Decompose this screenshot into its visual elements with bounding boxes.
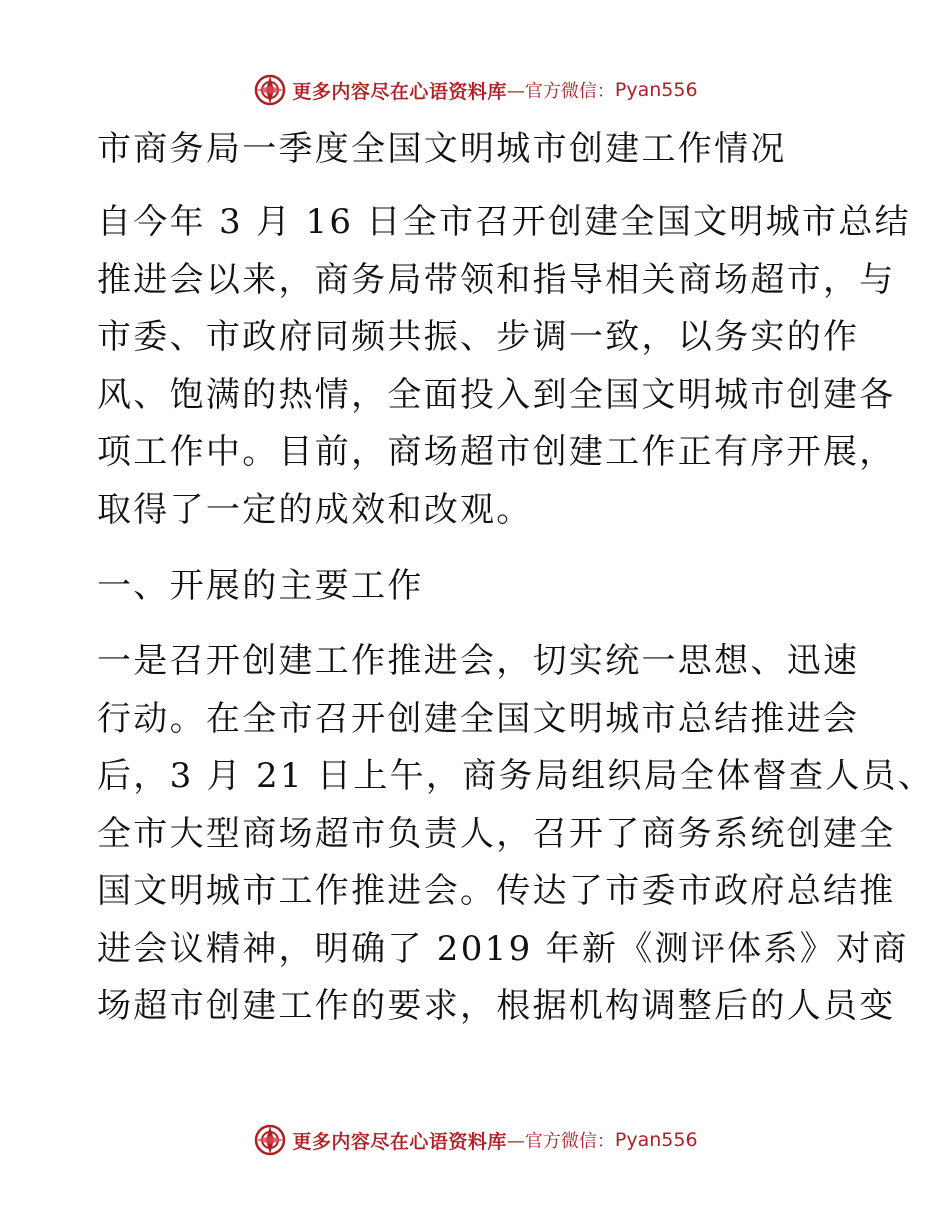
paragraph1-line: 自今年 3 月 16 日全市召开创建全国文明城市总结 xyxy=(97,202,911,242)
logo-icon xyxy=(252,72,288,108)
paragraph2-line: 一是召开创建工作推进会，切实统一思想、迅速 xyxy=(97,641,860,681)
paragraph1-line: 取得了一定的成效和改观。 xyxy=(97,490,533,530)
paragraph2-line: 行动。在全市召开创建全国文明城市总结推进会 xyxy=(97,699,860,739)
paragraph1-line: 项工作中。目前，商场超市创建工作正有序开展， xyxy=(97,432,896,472)
paragraph2-line: 进会议精神，明确了 2019 年新《测评体系》对商 xyxy=(97,929,909,969)
watermark-id-text: Pyan556 xyxy=(614,1129,698,1151)
section-heading: 一、开展的主要工作 xyxy=(97,566,424,606)
watermark-sub-text: —官方微信： xyxy=(506,1131,615,1152)
logo-icon xyxy=(252,1122,288,1158)
watermark-sub-text: —官方微信： xyxy=(506,81,615,102)
paragraph2-line: 全市大型商场超市负责人，召开了商务系统创建全 xyxy=(97,814,896,854)
paragraph2-line: 后，3 月 21 日上午，商务局组织局全体督查人员、 xyxy=(97,756,935,796)
watermark-id-text: Pyan556 xyxy=(614,79,698,101)
watermark-main-text: 更多内容尽在心语资料库 xyxy=(292,1130,507,1153)
paragraph1-line: 市委、市政府同频共振、步调一致，以务实的作 xyxy=(97,317,860,357)
watermark-footer xyxy=(0,1120,950,1160)
watermark-header xyxy=(0,70,950,110)
paragraph2-line: 国文明城市工作推进会。传达了市委市政府总结推 xyxy=(97,871,896,911)
watermark-main-text: 更多内容尽在心语资料库 xyxy=(292,80,507,103)
paragraph1-line: 风、饱满的热情，全面投入到全国文明城市创建各 xyxy=(97,375,896,415)
paragraph2-line: 场超市创建工作的要求，根据机构调整后的人员变 xyxy=(97,986,896,1026)
document-title: 市商务局一季度全国文明城市创建工作情况 xyxy=(97,129,787,169)
paragraph1-line: 推进会以来，商务局带领和指导相关商场超市，与 xyxy=(97,260,896,300)
